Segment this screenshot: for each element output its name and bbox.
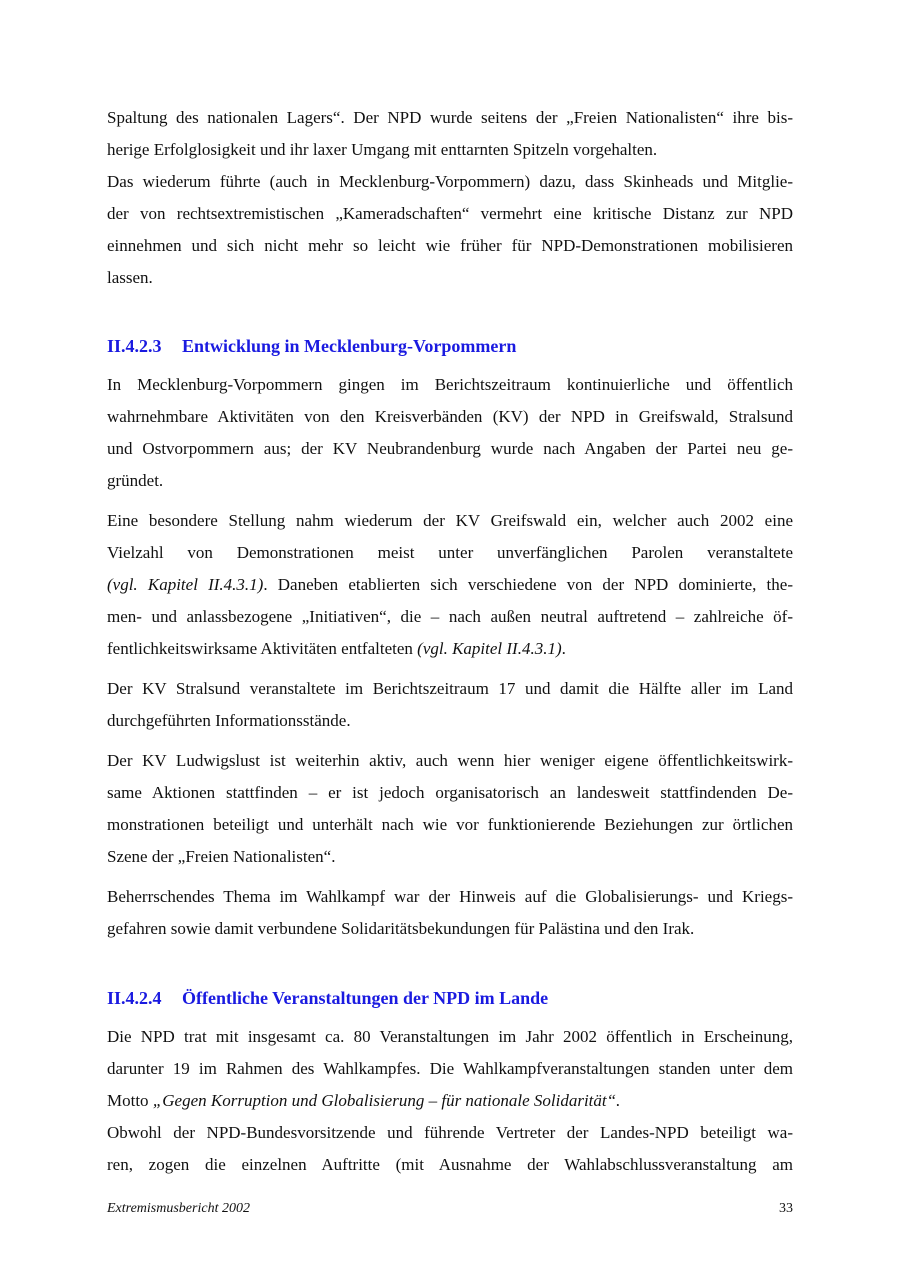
paragraph-line [107, 1091, 793, 1111]
cross-reference: (vgl. Kapitel II.4.3.1) [107, 575, 264, 594]
paragraph-line: In Mecklenburg-Vorpommern gingen im Berichtszeitraum kontinuierliche und öffentlich [107, 375, 793, 394]
section-heading [107, 335, 516, 357]
paragraph-line: same Aktionen stattfinden – er ist jedoch organisatorisch an landesweit stattfindenden De- [107, 783, 793, 802]
section-heading [107, 987, 548, 1009]
paragraph-line: men- und anlassbezogene „Initiativen“, die – nach außen neutral auftretend – zahlreiche öf- [107, 607, 793, 626]
paragraph-line: und Ostvorpommern aus; der KV Neubrandenburg wurde nach Angaben der Partei neu ge- [107, 439, 793, 458]
paragraph-line: wahrnehmbare Aktivitäten von den Kreisverbänden (KV) der NPD in Greifswald, Stralsund [107, 407, 793, 426]
section-number: II.4.2.4 [107, 988, 162, 1008]
paragraph-line: Das wiederum führte (auch in Mecklenburg-Vorpommern) dazu, dass Skinheads und Mitglie- [107, 172, 793, 191]
paragraph-text: . [561, 639, 566, 658]
paragraph-line: lassen. [107, 268, 153, 287]
paragraph-line: ren, zogen die einzelnen Auftritte (mit Ausnahme der Wahlabschlussveranstaltung am [107, 1155, 793, 1174]
footer-title: Extremismusbericht 2002 [107, 1201, 250, 1216]
paragraph-line: darunter 19 im Rahmen des Wahlkampfes. Die Wahlkampfveranstaltungen standen unter dem [107, 1059, 793, 1078]
cross-reference: (vgl. Kapitel II.4.3.1) [417, 639, 562, 658]
paragraph-line: Der KV Stralsund veranstaltete im Berichtszeitraum 17 und damit die Hälfte aller im Land [107, 679, 793, 698]
section-title: Entwicklung in Mecklenburg-Vorpommern [182, 336, 517, 356]
paragraph-line [107, 575, 793, 595]
paragraph-line: Der KV Ludwigslust ist weiterhin aktiv, auch wenn hier weniger eigene öffentlichkeitswirk- [107, 751, 793, 770]
paragraph-line: Szene der „Freien Nationalisten“. [107, 847, 336, 866]
paragraph-text: fentlichkeitswirksame Aktivitäten entfalteten [107, 639, 418, 658]
paragraph-line: der von rechtsextremistischen „Kameradschaften“ vermehrt eine kritische Distanz zur NPD [107, 204, 793, 223]
page-number: 33 [779, 1201, 793, 1216]
paragraph-line: Beherrschendes Thema im Wahlkampf war der Hinweis auf die Globalisierungs- und Kriegs- [107, 887, 793, 906]
paragraph-line: gründet. [107, 471, 164, 490]
paragraph-line [107, 639, 793, 659]
motto-quote: „Gegen Korruption und Globalisierung – für nationale Solidarität“. [152, 1091, 621, 1110]
section-number: II.4.2.3 [107, 336, 162, 356]
paragraph-line: Vielzahl von Demonstrationen meist unter unverfänglichen Parolen veranstaltete [107, 543, 793, 562]
paragraph-line: Obwohl der NPD-Bundesvorsitzende und führende Vertreter der Landes-NPD beteiligt wa- [107, 1123, 793, 1142]
paragraph-line: Eine besondere Stellung nahm wiederum der KV Greifswald ein, welcher auch 2002 eine [107, 511, 793, 530]
paragraph-line: gefahren sowie damit verbundene Solidaritätsbekundungen für Palästina und den Irak. [107, 919, 695, 938]
section-title: Öffentliche Veranstaltungen der NPD im Lande [182, 988, 549, 1008]
paragraph-line: Die NPD trat mit insgesamt ca. 80 Veranstaltungen im Jahr 2002 öffentlich in Erscheinung, [107, 1027, 793, 1046]
paragraph-text: Motto [107, 1091, 153, 1110]
paragraph-line: Spaltung des nationalen Lagers“. Der NPD wurde seitens der „Freien Nationalisten“ ihre bis- [107, 108, 793, 127]
paragraph-line: einnehmen und sich nicht mehr so leicht wie früher für NPD-Demonstrationen mobilisieren [107, 236, 793, 255]
paragraph-line: durchgeführten Informationsstände. [107, 711, 351, 730]
paragraph-text: . Daneben etablierten sich verschiedene von der NPD dominierte, the- [263, 575, 793, 594]
paragraph-line: monstrationen beteiligt und unterhält nach wie vor funktionierende Beziehungen zur örtlichen [107, 815, 793, 834]
paragraph-line: herige Erfolglosigkeit und ihr laxer Umgang mit enttarnten Spitzeln vorgehalten. [107, 140, 658, 159]
